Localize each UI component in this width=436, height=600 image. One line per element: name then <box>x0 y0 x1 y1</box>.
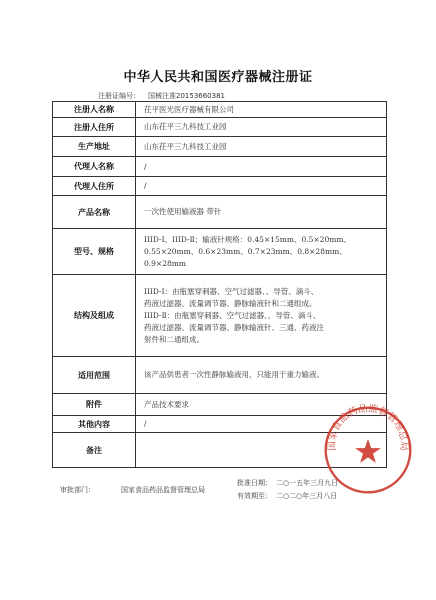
field-value <box>136 137 387 157</box>
field-label: 注册人住所 <box>53 118 136 137</box>
approver-line <box>60 485 205 495</box>
valid-until-label: 有效期至： <box>237 492 272 500</box>
document-title: 中华人民共和国医疗器械注册证 <box>123 70 313 85</box>
field-label: 型号、规格 <box>53 229 136 275</box>
field-label: 代理人住所 <box>53 177 136 196</box>
field-label: 其他内容 <box>53 416 136 433</box>
table-row <box>53 177 387 196</box>
table-row <box>53 357 387 394</box>
approver-name: 国家食品药品监督管理总局 <box>121 486 205 494</box>
approver-label: 审批部门： <box>60 486 95 494</box>
field-value <box>136 102 387 118</box>
field-label: 附件 <box>53 394 136 416</box>
field-value-line: 一次性使用输液器 带针 <box>144 207 222 216</box>
registration-number-label: 注册证编号： <box>98 92 140 100</box>
field-label: 产品名称 <box>53 196 136 229</box>
field-value-line: 茌平医光医疗器械有限公司 <box>144 104 234 114</box>
field-value-line: IIID-Ⅰ、IIID-Ⅱ；输液针规格：0.45×15mm、0.5×20mm、 <box>144 234 351 244</box>
table-row <box>53 229 387 275</box>
field-value-line: / <box>144 181 147 190</box>
field-value <box>136 118 387 137</box>
table-row <box>53 137 387 157</box>
field-value <box>136 157 387 177</box>
table-row <box>53 157 387 177</box>
field-label: 注册人名称 <box>53 102 136 118</box>
registration-number-line <box>98 91 225 101</box>
field-value-line: / <box>144 161 147 171</box>
field-value-line: 该产品供患者一次性静脉输液用，只能用于重力输液。 <box>144 370 324 379</box>
valid-until-date: 二○二○年三月八日 <box>276 492 338 500</box>
registration-number: 国械注准20153660381 <box>148 92 225 100</box>
official-seal <box>322 404 414 496</box>
seal-text: 国家食品药品监督管理总局 <box>326 404 410 452</box>
field-label: 结构及组成 <box>53 275 136 357</box>
approval-date: 二○一五年三月九日 <box>276 479 339 487</box>
field-value-line: 0.55×20mm、0.6×23mm、0.7×23mm、0.8×28mm、0.9×28mm <box>144 246 347 268</box>
field-value-line: 山东茌平三九科技工业园 <box>144 141 227 151</box>
field-value-line: / <box>144 419 147 428</box>
field-value <box>136 196 387 229</box>
field-label: 代理人名称 <box>53 157 136 177</box>
field-value <box>136 177 387 196</box>
field-value <box>136 275 387 357</box>
field-value-line: IIID-Ⅱ：由瓶塞穿刺器、空气过滤器、、导管、滴斗、 <box>144 310 321 320</box>
field-label: 备注 <box>53 433 136 468</box>
field-value <box>136 229 387 275</box>
table-row <box>53 275 387 357</box>
approval-date-label: 批准日期： <box>237 479 272 487</box>
field-value-line: 射件和二通组成。 <box>144 334 204 344</box>
field-value <box>136 357 387 394</box>
field-value-line: IIID-Ⅰ：由瓶塞穿刺器、空气过滤器、、导管、滴斗、 <box>144 286 319 296</box>
table-row <box>53 102 387 118</box>
field-value-line: 药液过滤器、流量调节器、静脉输液针、三通、药液注 <box>144 322 324 332</box>
field-label: 生产地址 <box>53 137 136 157</box>
field-value-line: 产品技术要求 <box>144 399 189 409</box>
table-row <box>53 118 387 137</box>
seal-star-icon <box>355 439 381 463</box>
field-value-line: 山东茌平三九科技工业园 <box>144 122 227 131</box>
field-label: 适用范围 <box>53 357 136 394</box>
field-value-line: 药液过滤器、流量调节器、静脉输液针和二通组成。 <box>144 298 317 308</box>
table-row <box>53 196 387 229</box>
